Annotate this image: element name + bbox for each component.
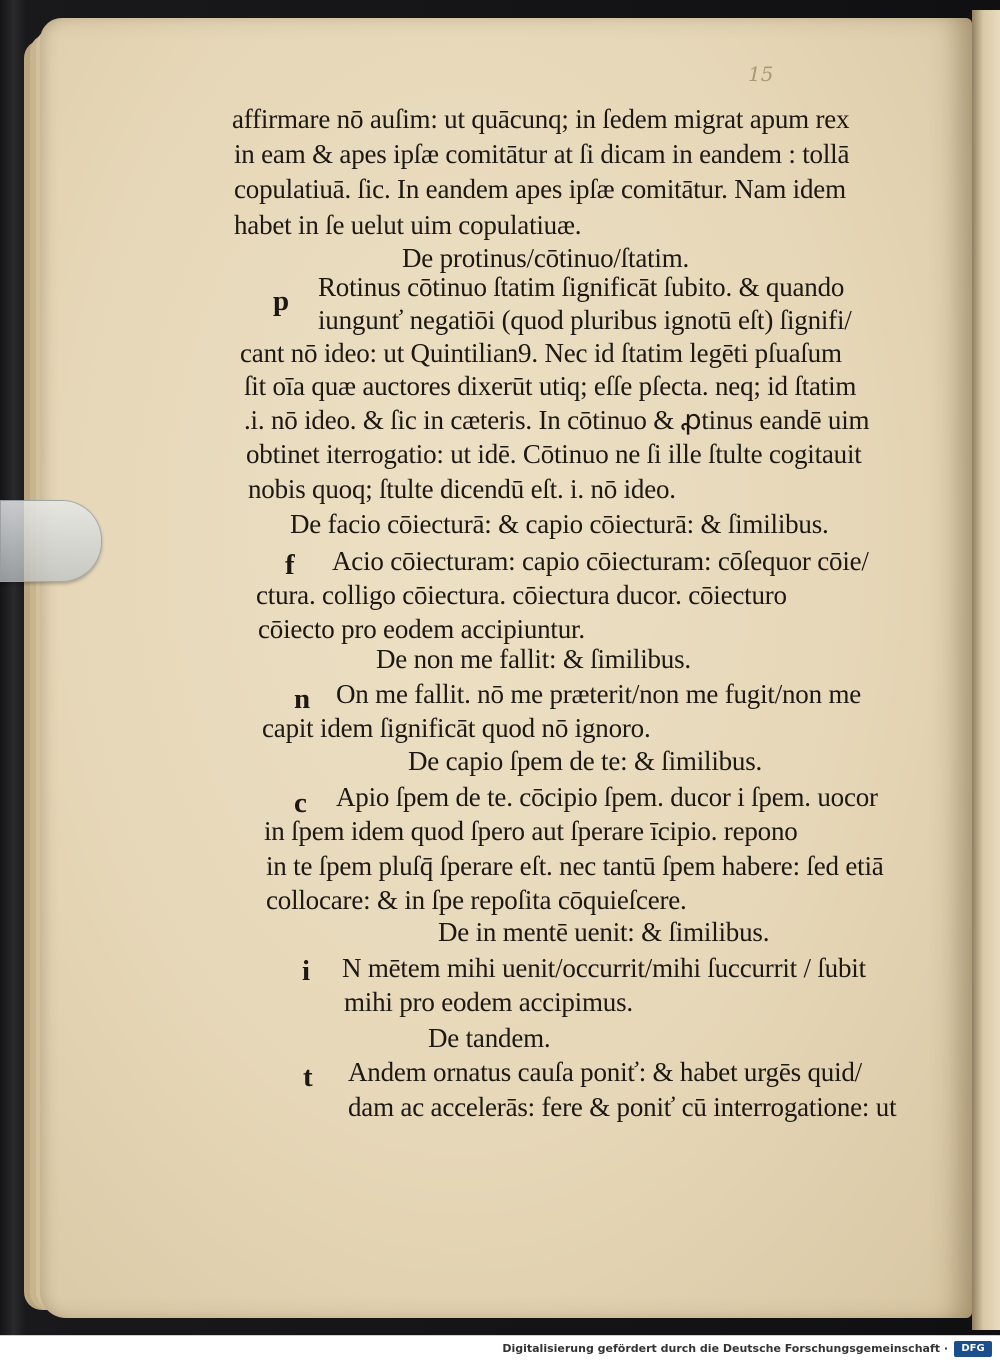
section-heading: De facio cōiecturā: & capio cōiecturā: & ſimilibus. xyxy=(290,509,829,539)
text-line: cant nō ideo: ut Quintilian9. Nec id ſtatim legēti pſuaſum xyxy=(240,338,842,368)
footer-bar xyxy=(0,1335,1000,1362)
text-line: Andem ornatus cauſa poniť: & habet urgēs quid/ xyxy=(348,1057,862,1087)
text-line: ſit oīa quæ auctores dixerūt utiq; eſſe pſecta. neq; id ſtatim xyxy=(244,371,857,401)
initial-guide-letter: i xyxy=(302,955,311,987)
text-line: ctura. colligo cōiectura. cōiectura ducor. cōiecturo xyxy=(256,580,787,610)
text-line: in te ſpem pluſq̄ ſperare eſt. nec tantū ſpem habere: ſed etiā xyxy=(266,851,884,881)
dfg-logo: DFG xyxy=(954,1341,992,1357)
section-heading: De tandem. xyxy=(428,1023,551,1053)
text-line: copulatiuā. ſic. In eandem apes ipſæ comitātur. Nam idem xyxy=(234,174,846,204)
funding-credit: Digitalisierung gefördert durch die Deutsche Forschungsgemeinschaft · xyxy=(502,1342,948,1355)
text-line: Acio cōiecturam: capio cōiecturam: cōſequor cōie/ xyxy=(332,546,869,576)
text-line: On me fallit. nō me præterit/non me fugit/non me xyxy=(336,679,862,709)
initial-guide-letter: t xyxy=(303,1061,313,1093)
text-line: habet in ſe uelut uim copulatiuæ. xyxy=(234,210,582,240)
initial-guide-letter: f xyxy=(285,549,295,581)
text-line: Rotinus cōtinuo ſtatim ſignificāt ſubito. & quando xyxy=(318,272,845,302)
text-line: collocare: & in ſpe repoſita cōquieſcere. xyxy=(266,885,687,915)
section-heading: De in mentē uenit: & ſimilibus. xyxy=(438,917,770,947)
section-heading: De non me fallit: & ſimilibus. xyxy=(376,644,691,674)
text-line: obtinet iterrogatio: ut idē. Cōtinuo ne ſi ille ſtulte cogitauit xyxy=(246,439,862,469)
initial-guide-letter: c xyxy=(294,787,307,819)
initial-guide-letter: p xyxy=(273,285,290,317)
text-line: capit idem ſignificāt quod nō ignoro. xyxy=(262,713,651,743)
section-heading: De protinus/cōtinuo/ſtatim. xyxy=(402,243,690,273)
text-line: in ſpem idem quod ſpero aut ſperare īcipio. repono xyxy=(264,816,798,846)
text-line: nobis quoq; ſtulte dicendū eſt. i. nō ideo. xyxy=(248,474,676,504)
text-line: in eam & apes ipſæ comitātur at ſi dicam in eandem : tollā xyxy=(234,139,850,169)
text-line: .i. nō ideo. & ſic in cæteris. In cōtinuo & ꝓtinus eandē uim xyxy=(244,405,870,435)
text-line: dam ac accelerās: fere & poniť cū interrogatione: ut xyxy=(348,1092,897,1122)
folio-number: 15 xyxy=(748,62,774,86)
text-line: iungunť negatiōi (quod pluribus ignotū eſt) ſignifi/ xyxy=(318,305,852,335)
text-line: Apio ſpem de te. cōcipio ſpem. ducor i ſpem. uocor xyxy=(336,782,878,812)
text-line: mihi pro eodem accipimus. xyxy=(344,987,633,1017)
text-line: affirmare nō auſim: ut quācunq; in ſedem migrat apum rex xyxy=(232,104,850,134)
text-line: cōiecto pro eodem accipiuntur. xyxy=(258,614,585,644)
text-line: N mētem mihi uenit/occurrit/mihi ſuccurrit / ſubit xyxy=(342,953,866,983)
initial-guide-letter: n xyxy=(294,683,311,715)
section-heading: De capio ſpem de te: & ſimilibus. xyxy=(408,746,763,776)
